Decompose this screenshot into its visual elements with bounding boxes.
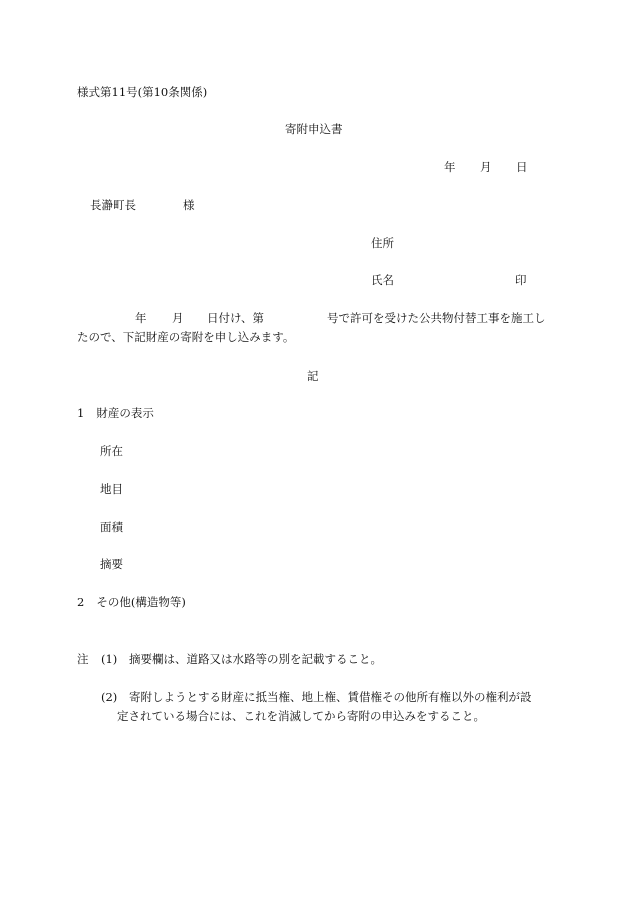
body-line2: たので、下記財産の寄附を申し込みます。	[77, 330, 295, 344]
addressee-honorific: 様	[183, 198, 195, 212]
body-month-label: 月	[172, 311, 184, 325]
note2-line2: 定されている場合には、これを消滅してから寄附の申込みをすること。	[117, 709, 485, 723]
date-month-label: 月	[480, 160, 492, 174]
body-year-label: 年	[135, 311, 147, 325]
date-day-label: 日	[516, 160, 528, 174]
date-year-label: 年	[444, 160, 456, 174]
note1-text: 摘要欄は、道路又は水路等の別を記載すること。	[129, 652, 382, 666]
note2-line1: 寄附しようとする財産に抵当権、地上権、賃借権その他所有権以外の権利が設	[129, 690, 532, 704]
item1-number: 1	[77, 406, 85, 420]
field-area: 面積	[100, 520, 123, 534]
notes-label: 注	[77, 652, 89, 666]
ki-heading: 記	[307, 369, 319, 383]
form-number: 様式第11号(第10条関係)	[77, 85, 208, 99]
item1-title: 財産の表示	[96, 406, 154, 420]
addressee-name: 長瀞町長	[90, 198, 136, 212]
field-location: 所在	[100, 444, 123, 458]
note1-number: (1)	[101, 652, 118, 666]
body-line1-rest: 号で許可を受けた公共物付替工事を施工し	[327, 311, 546, 325]
field-land-category: 地目	[100, 482, 123, 496]
address-label: 住所	[371, 236, 394, 250]
field-remarks: 摘要	[100, 557, 123, 571]
body-day-label: 日付け、第	[207, 311, 265, 325]
name-label: 氏名	[371, 273, 394, 287]
note2-number: (2)	[101, 690, 118, 704]
seal-label: 印	[515, 273, 527, 287]
item2-title: その他(構造物等)	[96, 595, 186, 609]
item2-number: 2	[77, 595, 85, 609]
document-title: 寄附申込書	[285, 122, 343, 136]
item1-heading	[77, 406, 154, 420]
item2-heading	[77, 595, 186, 609]
